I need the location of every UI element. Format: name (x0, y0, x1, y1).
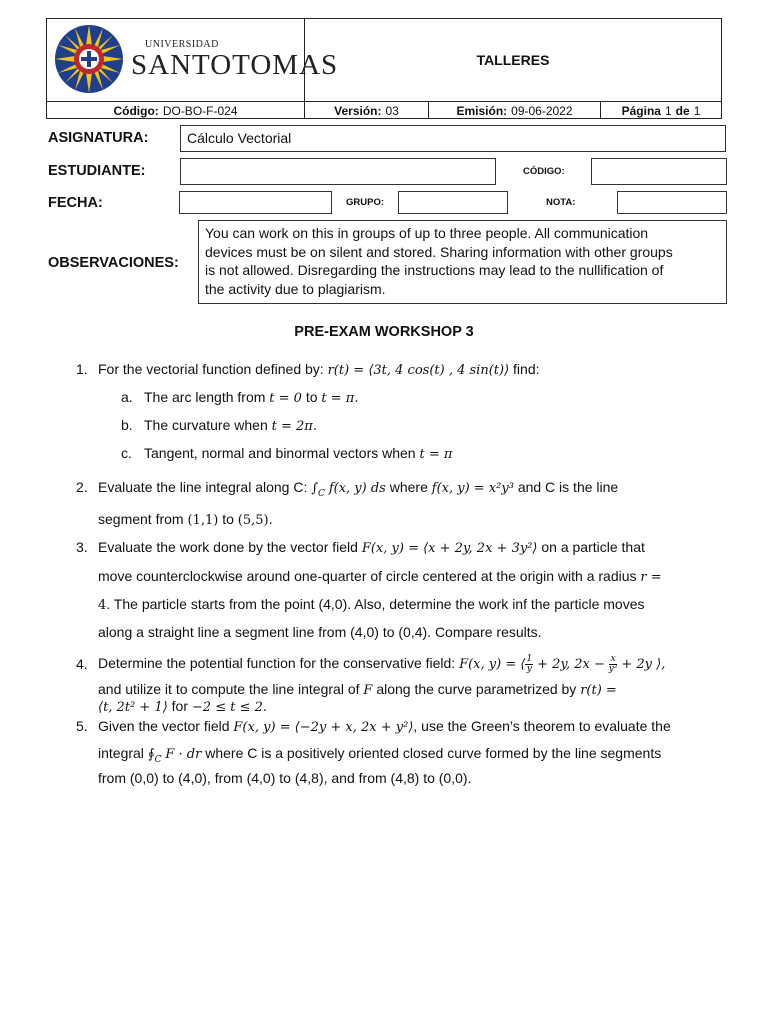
observaciones-line: the activity due to plagiarism. (205, 280, 386, 297)
q1-find: find: (513, 361, 540, 377)
q2-text4: segment from (98, 511, 184, 527)
header-meta-row (47, 101, 721, 119)
q1-line (98, 359, 540, 381)
q3-line3 (98, 594, 644, 616)
q4-r: r(t) = (580, 683, 617, 698)
q4-fraction2 (609, 655, 618, 674)
q1b-line (144, 415, 317, 437)
document-header (46, 18, 722, 119)
fecha-field[interactable] (179, 191, 332, 214)
q1c-math: t = π (419, 447, 453, 462)
q2-text2: where (389, 479, 428, 495)
university-seal-icon (53, 23, 125, 95)
q3-text2: on a particle that (541, 539, 645, 555)
q3-number: 3. (76, 539, 88, 555)
q3-radius: r = (640, 570, 662, 585)
q4-text1: Determine the potential function for the conservative field: (98, 655, 456, 671)
codigo-cell (47, 102, 305, 119)
document-title: TALLERES (476, 52, 550, 68)
de-label: de (675, 103, 690, 118)
codigo-label: Código: (113, 103, 159, 118)
q2-line1 (98, 477, 618, 504)
q4-F: F (363, 683, 373, 698)
q1-number: 1. (76, 361, 88, 377)
observaciones-box (198, 220, 727, 304)
q5-integrand: F · dr (165, 747, 202, 762)
q1a-to: to (305, 389, 318, 405)
q4-text2: and utilize it to compute the line integral of (98, 681, 360, 697)
emision-cell (429, 102, 601, 119)
q1c-line (144, 443, 452, 465)
q2-integral-icon: ∫ (311, 481, 319, 496)
pagina-value: 1 (664, 103, 672, 118)
q4-fraction1-top: 1 (526, 653, 533, 664)
q4-line3 (98, 696, 267, 718)
observaciones-label: OBSERVACIONES: (48, 255, 179, 271)
q2-text3: and C is the line (517, 479, 619, 495)
q5-line2 (98, 743, 661, 770)
observaciones-line: devices must be on silent and stored. Sharing information with other groups (205, 243, 673, 260)
q5-text3: integral (98, 745, 144, 761)
q2-text1: Evaluate the line integral along C: (98, 479, 308, 495)
q3-text1: Evaluate the work done by the vector field (98, 539, 358, 555)
observaciones-line: You can work on this in groups of up to three people. All communication (205, 225, 649, 241)
q5-text2: , use the Green’s theorem to evaluate the (413, 718, 671, 734)
codigo-field[interactable] (591, 158, 727, 185)
estudiante-label: ESTUDIANTE: (48, 163, 146, 179)
q2-integral-sub: C (318, 488, 325, 499)
q4-field-c: + 2y ⟩, (621, 657, 666, 672)
q3-radius-value: 4 (98, 598, 107, 613)
estudiante-field[interactable] (180, 158, 496, 185)
q5-text1: Given the vector field (98, 718, 230, 734)
asignatura-value: Cálculo Vectorial (187, 130, 292, 146)
nota-field[interactable] (617, 191, 727, 214)
q5-number: 5. (76, 718, 88, 734)
version-label: Versión: (334, 103, 382, 118)
logo-small-text: UNIVERSIDAD (145, 39, 219, 50)
q3-text3: move counterclockwise around one-quarter of circle centered at the origin with a radius (98, 568, 637, 584)
q3-text5: along a straight line a segment line from (4,0) to (0,4). Compare results. (98, 624, 542, 640)
q3-text4: . The particle starts from the point (4,0). Also, determine the work inf the particle moves (106, 596, 645, 612)
codigo-field-label: CÓDIGO: (523, 166, 565, 177)
q4-field-b: + 2y, 2x − (537, 657, 605, 672)
q4-line1 (98, 653, 665, 675)
q1a-math1: t = 0 (269, 391, 302, 406)
grupo-field[interactable] (398, 191, 508, 214)
q2-point1: (1,1) (187, 513, 219, 528)
q4-field-a: F(x, y) = ⟨ (459, 657, 526, 672)
q3-line2 (98, 566, 662, 588)
nota-label: NOTA: (546, 197, 576, 208)
pagina-cell (601, 102, 721, 119)
q2-line2 (98, 509, 273, 531)
q3-line1 (98, 537, 645, 559)
asignatura-field[interactable] (180, 125, 726, 152)
q4-text4: for (171, 698, 189, 714)
workshop-title: PRE-EXAM WORKSHOP 3 (294, 324, 474, 340)
de-value: 1 (693, 103, 701, 118)
q1-function: r(t) = ⟨3t, 4 cos(t) , 4 sin(t)⟩ (327, 363, 510, 378)
q1a-math2: t = π. (321, 391, 359, 406)
q5-text4: where C is a positively oriented closed curve formed by the line segments (205, 745, 662, 761)
q1b-math: t = 2π. (271, 419, 317, 434)
fecha-label: FECHA: (48, 195, 103, 211)
q4-fraction1 (525, 655, 533, 674)
version-cell (305, 102, 429, 119)
q4-fraction2-top: x (610, 653, 616, 664)
codigo-value: DO-BO-F-024 (162, 103, 238, 118)
q2-number: 2. (76, 479, 88, 495)
q5-integral-sub: C (154, 754, 162, 765)
q5-line1 (98, 716, 671, 738)
q2-function: f(x, y) = x²y³ (431, 481, 514, 496)
q1a-number: a. (121, 389, 133, 405)
q4-fraction1-bottom: y (526, 663, 532, 674)
logo-cell (47, 19, 339, 101)
q2-text5: to (222, 511, 234, 527)
q3-line4 (98, 622, 542, 642)
q2-point2: (5,5). (237, 513, 273, 528)
q4-range: −2 ≤ t ≤ 2. (191, 700, 268, 715)
observaciones-line: is not allowed. Disregarding the instructions may lead to the nullification of (205, 262, 664, 278)
q4-fraction2-bottom: y² (608, 663, 618, 674)
q1a-line (144, 387, 358, 409)
q1a-text: The arc length from (144, 389, 266, 405)
q4-number: 4. (76, 656, 88, 672)
emision-label: Emisión: (456, 103, 508, 118)
q1b-number: b. (121, 417, 133, 433)
q1-intro: For the vectorial function defined by: (98, 361, 324, 377)
q4-text3: along the curve parametrized by (376, 681, 577, 697)
asignatura-label: ASIGNATURA: (48, 130, 149, 146)
q5-contour-integral-icon: ∮ (147, 747, 155, 762)
emision-value: 09-06-2022 (511, 103, 573, 118)
pagina-label: Página (621, 103, 661, 118)
q1b-text: The curvature when (144, 417, 268, 433)
q1c-number: c. (121, 445, 132, 461)
q5-line3 (98, 768, 471, 788)
q5-text5: from (0,0) to (4,0), from (4,0) to (4,8), and from (4,8) to (0,0). (98, 770, 472, 786)
q4-curve: ⟨t, 2t² + 1⟩ (98, 700, 168, 715)
q3-field: F(x, y) = ⟨x + 2y, 2x + 3y²⟩ (361, 541, 538, 556)
grupo-label: GRUPO: (346, 197, 384, 208)
q2-integrand: f(x, y) ds (328, 481, 386, 496)
q1c-text: Tangent, normal and binormal vectors when (144, 445, 416, 461)
version-value: 03 (385, 103, 399, 118)
q5-field: F(x, y) = ⟨−2y + x, 2x + y²⟩ (233, 720, 414, 735)
logo-big-text: SANTOTOMAS (131, 49, 339, 81)
